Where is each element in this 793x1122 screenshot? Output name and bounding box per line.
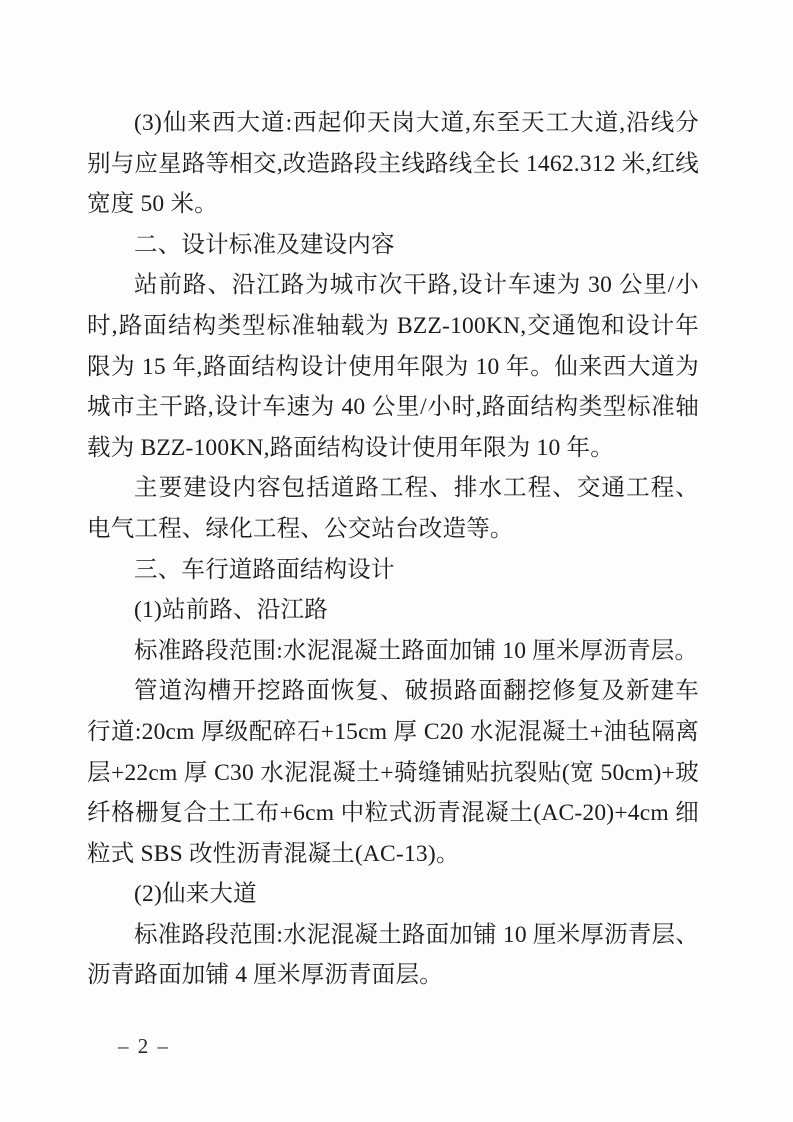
heading-section-2-design-standards: 二、设计标准及建设内容 [134, 231, 395, 258]
paragraph-main-construction-content: 主要建设内容包括道路工程、排水工程、交通工程、电气工程、绿化工程、公交站台改造等。 [87, 475, 699, 542]
heading-section-3-pavement-structure: 三、车行道路面结构设计 [134, 556, 395, 583]
paragraph-standard-section-scope-2: 标准路段范围:水泥混凝土路面加铺 10 厘米厚沥青层、沥青路面加铺 4 厘米厚沥青面层。 [87, 921, 699, 989]
paragraph-xianlai-west-overview: (3)仙来西大道:西起仰天岗大道,东至天工大道,沿线分别与应星路等相交,改造路段主线路线全长 1462.312 米,红线宽度 50 米。 [87, 110, 699, 218]
subheading-item-2-xianlai-avenue: (2)仙来大道 [134, 881, 257, 908]
page-number: – 2 – [118, 1034, 170, 1058]
paragraph-standard-section-scope-1: 标准路段范围:水泥混凝土路面加铺 10 厘米厚沥青层。 [134, 637, 699, 664]
subheading-item-1-zhanqian-yanjiang: (1)站前路、沿江路 [134, 597, 328, 624]
paragraph-design-speed-standards: 站前路、沿江路为城市次干路,设计车速为 30 公里/小时,路面结构类型标准轴载为 BZZ-100KN,交通饱和设计年限为 15 年,路面结构设计使用年限为 10 年。仙来西大道为城市主干路,设计车速为 40 公里/小时,路面结构类型标准轴载为 BZZ-100KN,路面结构设计使用年限为 10 年。 [87, 272, 699, 461]
document-text-block [87, 103, 699, 996]
paragraph-pavement-structure-detail: 管道沟槽开挖路面恢复、破损路面翻挖修复及新建车行道:20cm 厚级配碎石+15cm 厚 C20 水泥混凝土+油毡隔离层+22cm 厚 C30 水泥混凝土+骑缝铺贴抗裂贴(宽 50cm)+玻纤格栅复合土工布+6cm 中粒式沥青混凝土(AC-20)+4cm 细粒式 SBS 改性沥青混凝土(AC-13)。 [87, 678, 699, 867]
